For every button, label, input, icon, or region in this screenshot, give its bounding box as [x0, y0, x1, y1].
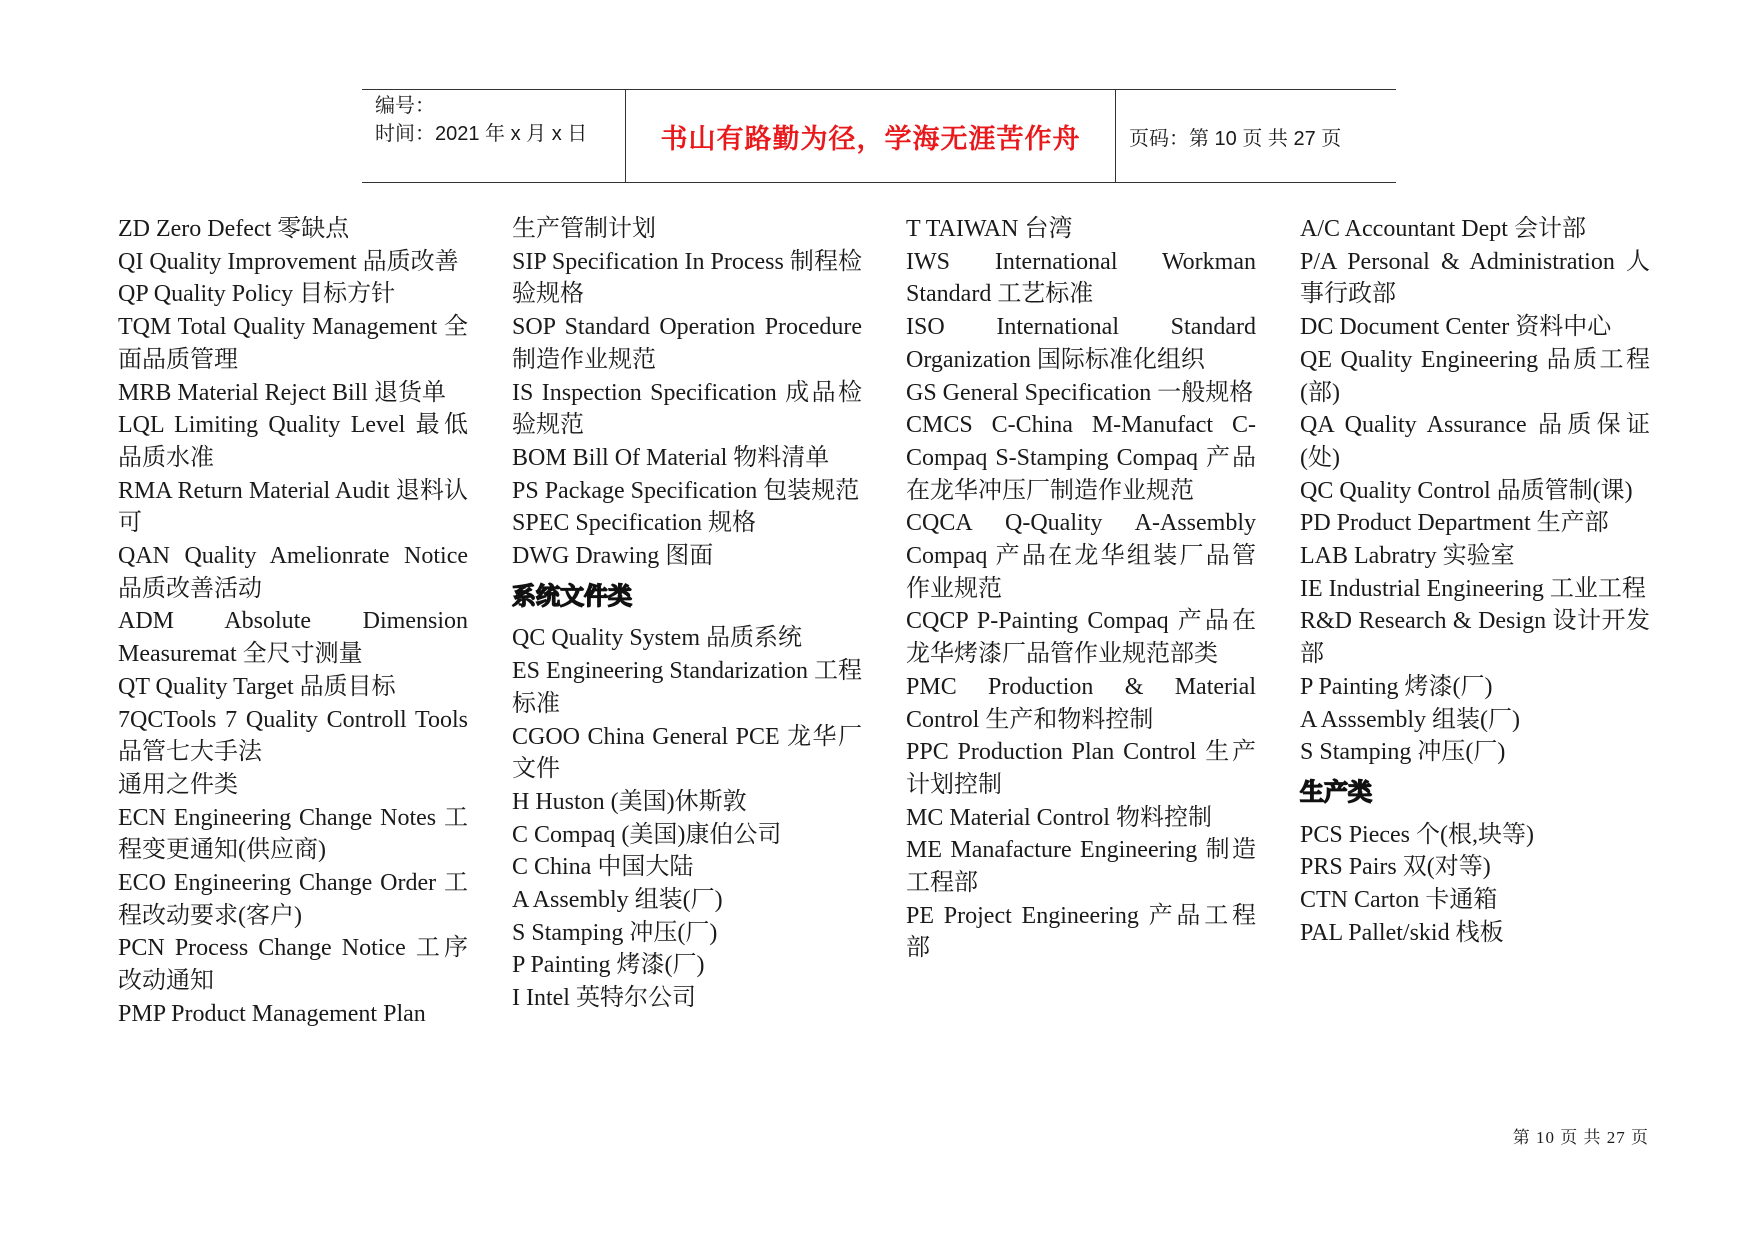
- glossary-entry: PMP Product Management Plan: [118, 1000, 426, 1027]
- glossary-entry: R&D Research & Design 设计开发部: [1300, 608, 1650, 668]
- glossary-entry: LQL Limiting Quality Level 最低品质水准: [118, 412, 468, 471]
- glossary-entry: ES Engineering Standarization 工程标准: [512, 658, 862, 717]
- glossary-entry: QC Quality System 品质系统: [512, 625, 803, 652]
- glossary-entry: CGOO China General PCE 龙华厂文件: [512, 723, 862, 783]
- glossary-entry: QT Quality Target 品质目标: [118, 673, 396, 700]
- glossary-entry: C Compaq (美国)康伯公司: [512, 821, 782, 848]
- glossary-entry: PD Product Department 生产部: [1300, 510, 1609, 537]
- glossary-entry: 通用之件类: [118, 771, 238, 798]
- glossary-entry: S Stamping 冲压(厂): [1300, 739, 1506, 766]
- glossary-entry: PCS Pieces 个(根,块等): [1300, 821, 1534, 848]
- header-motto: 书山有路勤为径，学海无涯苦作舟: [626, 90, 1116, 182]
- glossary-entry: ECO Engineering Change Order 工程改动要求(客户): [118, 870, 468, 929]
- glossary-entry: QAN Quality Amelionrate Notice 品质改善活动: [118, 543, 468, 602]
- page-footer: 第 10 页 共 27 页: [1512, 1128, 1649, 1147]
- glossary-entry: ME Manafacture Engineering 制造工程部: [906, 837, 1256, 897]
- glossary-entry: PPC Production Plan Control 生产计划控制: [906, 739, 1256, 798]
- glossary-entry: PS Package Specification 包装规范: [512, 477, 860, 504]
- glossary-entry: BOM Bill Of Material 物料清单: [512, 444, 830, 471]
- glossary-entry: MRB Material Reject Bill 退货单: [118, 379, 446, 406]
- glossary-entry: CQCP P-Painting Compaq 产品在龙华烤漆厂品管作业规范部类: [906, 608, 1256, 668]
- glossary-entry: PE Project Engineering 产品工程部: [906, 902, 1256, 962]
- glossary-entry: QE Quality Engineering 品质工程(部): [1300, 346, 1650, 406]
- glossary-entry: P Painting 烤漆(厂): [1300, 673, 1493, 700]
- glossary-entry: LAB Labratry 实验室: [1300, 543, 1515, 570]
- header-info-cell: [362, 90, 626, 182]
- glossary-column-1: [118, 213, 468, 1031]
- glossary-entry: I Intel 英特尔公司: [512, 985, 696, 1012]
- glossary-entry: 7QCTools 7 Quality Controll Tools 品管七大手法: [118, 706, 468, 766]
- glossary-entry: CQCA Q-Quality A-Assembly Compaq 产品在龙华组装厂品管作业规范: [906, 510, 1256, 602]
- glossary-entry: TQM Total Quality Management 全面品质管理: [118, 314, 468, 373]
- glossary-entry: A Assembly 组装(厂): [512, 887, 723, 914]
- glossary-entry: 生产管制计划: [512, 216, 656, 242]
- glossary-entry: RMA Return Material Audit 退料认可: [118, 477, 468, 537]
- time-label: 时间：2021 年 x 月 x 日: [375, 123, 588, 145]
- glossary-entry: PCN Process Change Notice 工序改动通知: [118, 935, 468, 995]
- glossary-entry: ZD Zero Defect 零缺点: [118, 216, 350, 242]
- section-title: 系统文件类: [512, 583, 632, 610]
- glossary-entry: IWS International Workman Standard 工艺标准: [906, 248, 1256, 308]
- glossary-entry: GS General Specification 一般规格: [906, 379, 1254, 406]
- glossary-entry: QP Quality Policy 目标方针: [118, 281, 396, 308]
- number-label: 编号：: [375, 95, 435, 117]
- glossary-entry: ISO International Standard Organization 国际标准化组织: [906, 314, 1256, 373]
- glossary-entry: PAL Pallet/skid 栈板: [1300, 919, 1504, 946]
- glossary-entry: P Painting 烤漆(厂): [512, 952, 705, 979]
- glossary-entry: DC Document Center 资料中心: [1300, 314, 1612, 341]
- glossary-column-2: [512, 213, 862, 1015]
- glossary-entry: QC Quality Control 品质管制(课): [1300, 477, 1633, 504]
- glossary-entry: DWG Drawing 图面: [512, 543, 714, 570]
- glossary-entry: CMCS C-China M-Manufact C-Compaq S-Stamping Compaq 产品在龙华冲压厂制造作业规范: [906, 412, 1256, 504]
- glossary-entry: H Huston (美国)休斯敦: [512, 788, 747, 815]
- glossary-entry: S Stamping 冲压(厂): [512, 919, 718, 946]
- glossary-column-4: [1300, 213, 1650, 949]
- glossary-entry: P/A Personal & Administration 人事行政部: [1300, 248, 1650, 308]
- glossary-entry: SPEC Specification 规格: [512, 510, 756, 537]
- glossary-entry: SOP Standard Operation Procedure 制造作业规范: [512, 314, 862, 373]
- glossary-column-3: [906, 213, 1256, 965]
- glossary-entry: PMC Production & Material Control 生产和物料控制: [906, 673, 1256, 733]
- header-page-info: 页码：第 10 页 共 27 页: [1129, 127, 1342, 150]
- glossary-entry: CTN Carton 卡通箱: [1300, 887, 1498, 914]
- glossary-entry: IE Industrial Engineering 工业工程: [1300, 575, 1646, 602]
- glossary-entry: QI Quality Improvement 品质改善: [118, 248, 459, 275]
- section-title: 生产类: [1300, 779, 1372, 806]
- glossary-entry: PRS Pairs 双(对等): [1300, 854, 1491, 881]
- glossary-entry: SIP Specification In Process 制程检验规格: [512, 248, 862, 308]
- glossary-entry: QA Quality Assurance 品质保证(处): [1300, 412, 1650, 471]
- glossary-entry: A/C Accountant Dept 会计部: [1300, 216, 1586, 242]
- page-header: [362, 89, 1396, 183]
- glossary-entry: ADM Absolute Dimension Measuremat 全尺寸测量: [118, 608, 468, 668]
- glossary-entry: A Asssembly 组装(厂): [1300, 706, 1521, 733]
- glossary-entry: C China 中国大陆: [512, 854, 694, 881]
- glossary-entry: IS Inspection Specification 成品检验规范: [512, 379, 862, 439]
- glossary-entry: ECN Engineering Change Notes 工程变更通知(供应商): [118, 804, 468, 864]
- glossary-entry: T TAIWAN 台湾: [906, 216, 1073, 242]
- glossary-entry: MC Material Control 物料控制: [906, 804, 1212, 831]
